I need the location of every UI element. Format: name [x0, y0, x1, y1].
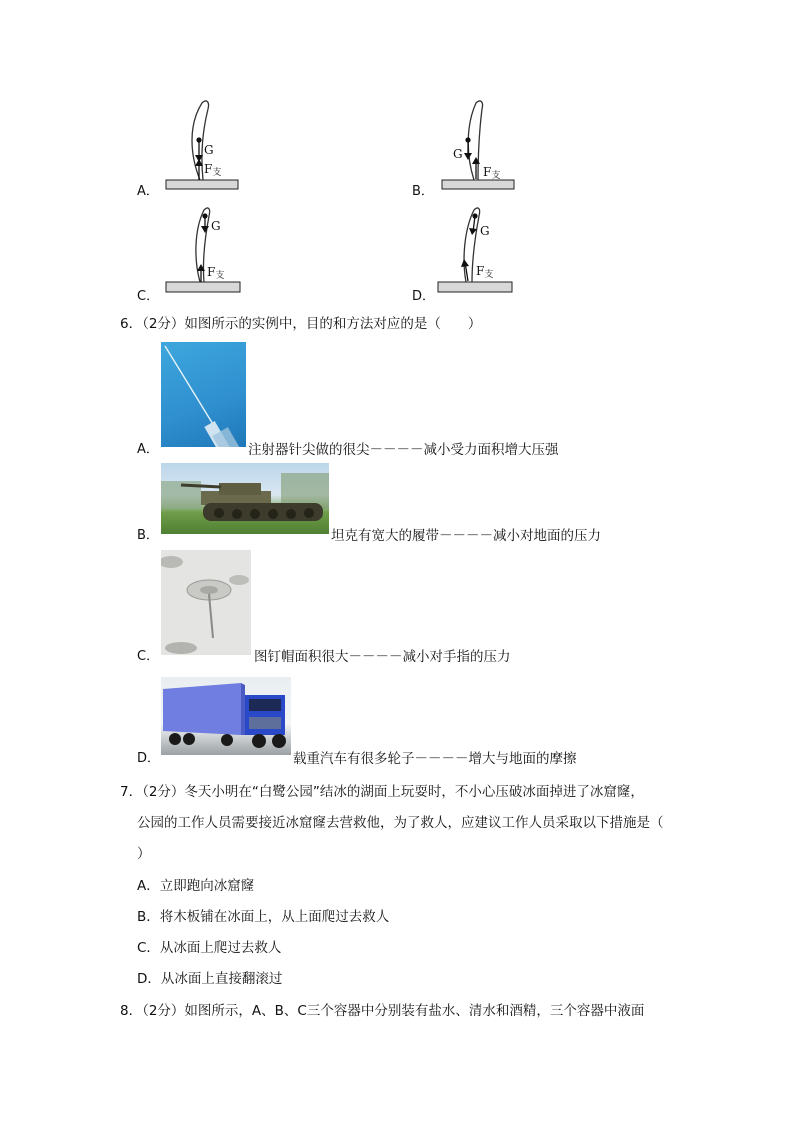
gravity-label-c: G	[211, 219, 221, 233]
support-force-label-d: $F_支$	[476, 264, 494, 280]
q7-option-d: D．从冰面上直接翻滚过	[137, 971, 283, 987]
gravity-label-d: G	[480, 224, 490, 238]
option-a-letter: A．	[137, 184, 159, 199]
skier-diagram-b	[436, 95, 536, 205]
support-force-label-c: $F_支$	[207, 265, 225, 281]
option-d-letter: D．	[412, 289, 436, 304]
q6-option-c-text: 图钉帽面积很大－－－－减小对手指的压力	[254, 649, 511, 665]
q6-option-a-text: 注射器针尖做的很尖－－－－减小受力面积增大压强	[248, 442, 559, 458]
q7-option-b: B．将木板铺在冰面上，从上面爬过去救人	[137, 909, 390, 925]
gravity-label-a: G	[204, 143, 214, 157]
option-c-letter: C．	[137, 289, 160, 304]
q6-option-d-letter: D．	[137, 751, 161, 766]
option-b-letter: B．	[412, 184, 434, 199]
q8-stem-line-1: 8．（2分）如图所示，A、B、C三个容器中分别装有盐水、清水和酒精，三个容器中液面	[120, 1003, 645, 1019]
q6-option-b-letter: B．	[137, 528, 159, 543]
q6-option-d-text: 载重汽车有很多轮子－－－－增大与地面的摩擦	[293, 751, 577, 767]
q6-option-c-letter: C．	[137, 649, 160, 664]
skier-diagram-c	[160, 200, 260, 300]
q6-option-a-letter: A．	[137, 442, 159, 457]
q6-option-b-text: 坦克有宽大的履带－－－－减小对地面的压力	[331, 528, 601, 544]
gravity-label-b: G	[453, 147, 463, 161]
q7-option-a: A．立即跑向冰窟窿	[137, 878, 255, 894]
q7-stem-line-1: 7．（2分）冬天小明在“白鹭公园”结冰的湖面上玩耍时，不小心压破冰面掉进了冰窟窿，	[120, 784, 644, 800]
truck-photo	[161, 677, 291, 755]
thumbtack-photo	[161, 550, 251, 655]
skier-diagram-d	[432, 200, 532, 300]
tank-photo	[161, 463, 329, 534]
q7-stem-line-2: 公园的工作人员需要接近冰窟窿去营救他，为了救人，应建议工作人员采取以下措施是（	[137, 815, 664, 831]
support-force-label-b: $F_支$	[483, 165, 501, 181]
support-force-label-a: $F_支$	[204, 162, 222, 178]
q7-stem-line-3: ）	[137, 846, 151, 862]
syringe-photo	[161, 342, 246, 447]
q6-stem: 6．（2分）如图所示的实例中，目的和方法对应的是（ ）	[120, 316, 482, 332]
q7-option-c: C．从冰面上爬过去救人	[137, 940, 282, 956]
